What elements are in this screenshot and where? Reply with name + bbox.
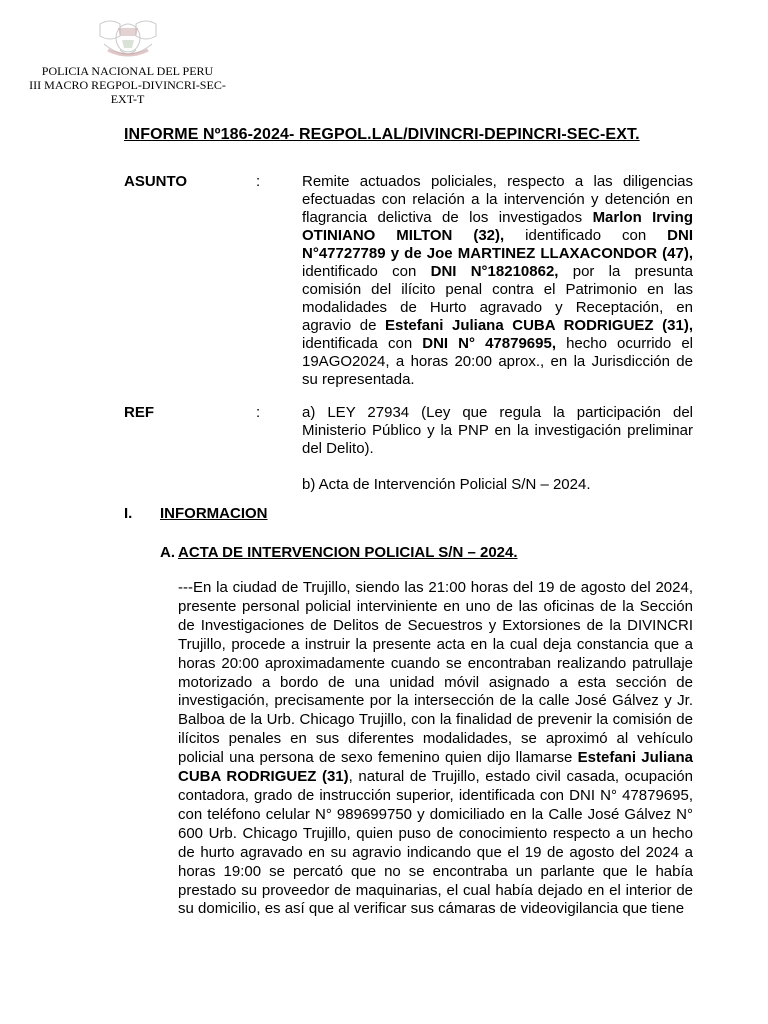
- report-title: INFORME Nº186-2024- REGPOL.LAL/DIVINCRI-DEPINCRI-SEC-EXT.: [124, 126, 640, 143]
- letterhead: [25, 14, 230, 106]
- subsection-title: ACTA DE INTERVENCION POLICIAL S/N – 2024.: [178, 544, 518, 561]
- institution-name: [25, 64, 230, 106]
- asunto-label: ASUNTO: [124, 173, 188, 190]
- police-emblem-icon: [94, 14, 162, 64]
- asunto-text: Remite actuados policiales, respecto a las diligencias efectuadas con relación a la intervención y detención en flagrancia delictiva de los investigados Marlon Irving OTINIANO MILTON (32), identificado con DNI N°47727789 y de Joe MARTINEZ LLAXACONDOR (47), identificado con DNI N°18210862, por la presunta comisión del ilícito penal contra el Patrimonio en las modalidades de Hurto agravado y Receptación, en agravio de Estefani Juliana CUBA RODRIGUEZ (31), identificada con DNI N° 47879695, hecho ocurrido el 19AGO2024, a horas 20:00 aprox., en la Jurisdicción de su representada.: [302, 173, 694, 388]
- institution-line-3: EXT-T: [110, 92, 145, 106]
- institution-line-2: III MACRO REGPOL-DIVINCRI-SEC-: [29, 78, 226, 92]
- subsection-letter: A.: [160, 544, 175, 561]
- asunto-colon: :: [256, 173, 261, 190]
- institution-line-1: POLICIA NACIONAL DEL PERU: [41, 64, 214, 78]
- acta-paragraph: ---En la ciudad de Trujillo, siendo las 21:00 horas del 19 de agosto del 2024, presente personal policial interviniente en uno de las oficinas de la Sección de Investigaciones de Delitos de Secuestros y Extorsiones de la DIVINCRI Trujillo, procede a instruir la presente acta en la cual deja constancia que a horas 20:00 aproximadamente cuando se encontraban realizando patrullaje motorizado a bordo de una unidad móvil asignado a esta sección de investigación, precisamente por la intersección de la calle José Gálvez y Jr. Balboa de la Urb. Chicago Trujillo, con la finalidad de prevenir la comisión de ilícitos penales en sus diferentes modalidades, se aproximó al vehículo policial una persona de sexo femenino quien dijo llamarse Estefani Juliana CUBA RODRIGUEZ (31), natural de Trujillo, estado civil casada, ocupación contadora, grado de instrucción superior, identificada con DNI N° 47879695, con teléfono celular N° 989699750 y domiciliado en la Calle José Gálvez N° 600 Urb. Chicago Trujillo, quien puso de conocimiento respecto a un hecho de hurto agravado en su agravio indicando que el 19 de agosto del 2024 a horas 19:00 se percató que no se encontraba un parlante que le había prestado su proveedor de maquinarias, el cual había dejado en el interior de su domicilio, es así que al verificar sus cámaras de videovigilancia que tiene: [178, 579, 693, 918]
- ref-item-b: b) Acta de Intervención Policial S/N – 2024.: [302, 476, 591, 493]
- section-number: I.: [124, 505, 133, 522]
- ref-item-a: a) LEY 27934 (Ley que regula la participación del Ministerio Público y la PNP en la investigación preliminar del Delito).: [302, 404, 693, 457]
- section-title: INFORMACION: [160, 505, 268, 522]
- ref-label: REF: [124, 404, 154, 421]
- ref-colon: :: [256, 404, 261, 421]
